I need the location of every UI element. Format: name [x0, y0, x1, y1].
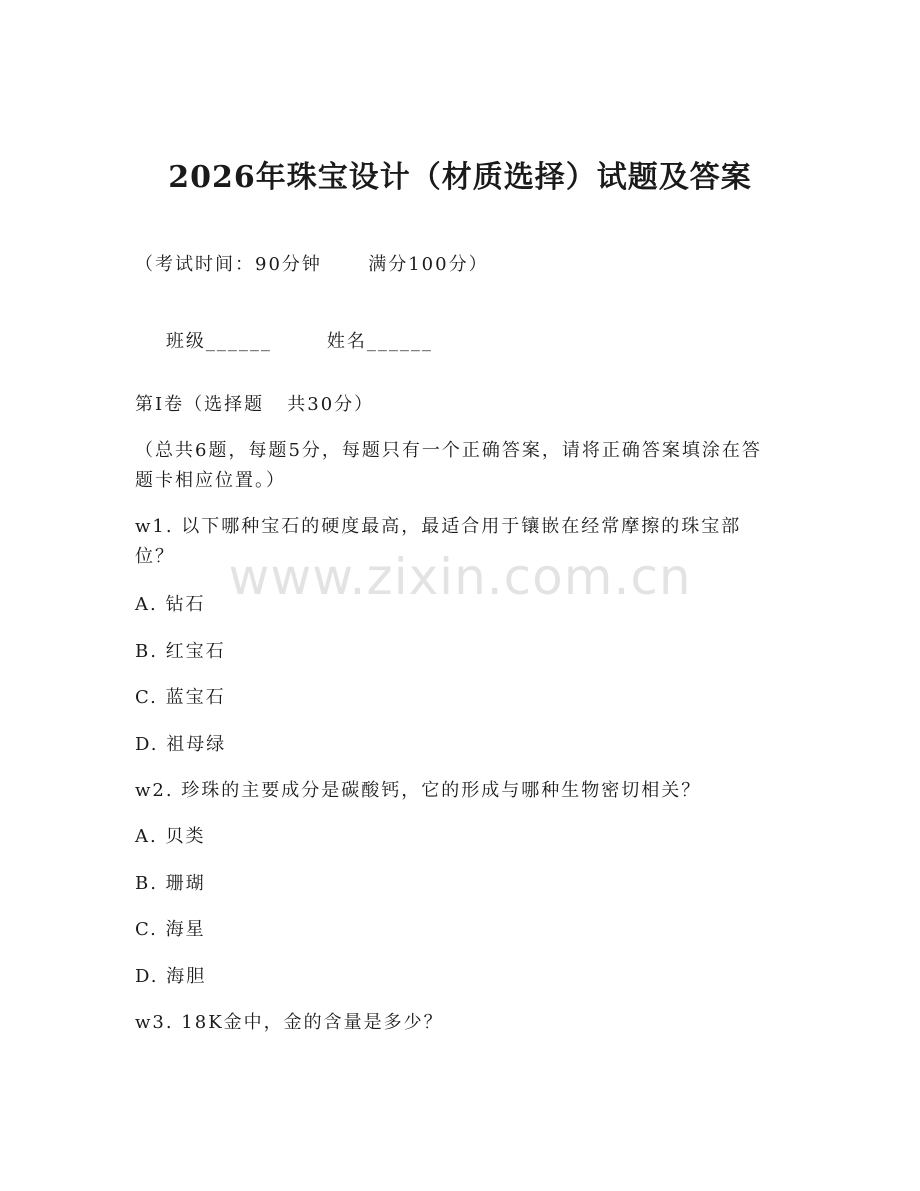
exam-info: （考试时间：90分钟 满分100分） [135, 254, 489, 275]
question-stem: w1. 以下哪种宝石的硬度最高，最适合用于镶嵌在经常摩擦的珠宝部位？ [135, 516, 742, 567]
question-option: D. 祖母绿 [135, 734, 227, 755]
section-heading: 第Ⅰ卷（选择题 共30分） [135, 394, 375, 415]
question-stem: w2. 珍珠的主要成分是碳酸钙，它的形成与哪种生物密切相关？ [135, 780, 702, 801]
class-field: 班级______ [165, 331, 272, 352]
student-fields [135, 297, 775, 387]
watermark: www.zixin.com.cn [228, 548, 692, 606]
question-option: B. 珊瑚 [135, 873, 206, 894]
question-stem: w3. 18K金中，金的含量是多少？ [135, 1012, 444, 1033]
question-option: D. 海胆 [135, 966, 207, 987]
document-title: 2026年珠宝设计（材质选择）试题及答案 [168, 160, 752, 195]
question-option: C. 蓝宝石 [135, 687, 226, 708]
name-field: 姓名______ [326, 331, 433, 352]
question-option: A. 钻石 [135, 594, 206, 615]
question-option: C. 海星 [135, 919, 206, 940]
question-option: B. 红宝石 [135, 641, 226, 662]
question-option: A. 贝类 [135, 826, 206, 847]
instructions: （总共6题，每题5分，每题只有一个正确答案，请将正确答案填涂在答题卡相应位置。） [135, 440, 762, 491]
